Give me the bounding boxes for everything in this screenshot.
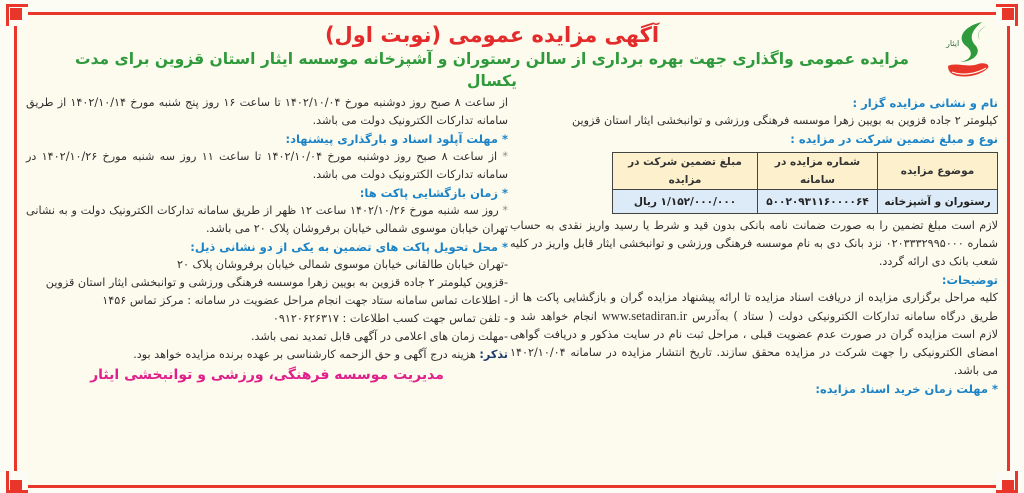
contact-phone: - تلفن تماس جهت کسب اطلاعات : ۰۹۱۲۰۶۲۶۳۱۷ — [272, 312, 508, 325]
guarantee-instructions: لازم است مبلغ تضمین را به صورت ضمانت نامه بانکی بدون قید و شرط یا رسید واریز نقدی به حساب شماره ۰۲۰۳۳۳۲۹۹۵۰۰۰ نزد بانک دی به نام موسسه فرهنگی ورزشی و توانبخشی ایثار قابل واریز در کلیه شعب بانک دی ارائه گردد. — [510, 219, 998, 268]
svg-text:ایثار: ایثار — [946, 39, 960, 48]
frame-corner-square — [1002, 480, 1014, 492]
frame-corner-square — [10, 480, 22, 492]
column-header-guarantee-amount: مبلغ تضمین شرکت در مزایده — [613, 153, 758, 190]
opening-value: روز سه شنبه مورخ ۱۴۰۲/۱۰/۲۶ ساعت ۱۲ ظهر از طریق سامانه تدارکات الکترونیک دولت و به نشانی تهران خیابان موسوی شمالی خیابان برفروشان پلاک ۲۰ می باشد. — [26, 204, 508, 235]
organizer-heading: نام و نشانی مزایده گزار : — [852, 96, 998, 110]
cell-auction-number: ۵۰۰۲۰۹۳۱۱۶۰۰۰۰۶۴ — [758, 190, 878, 214]
frame-corner-square — [1002, 8, 1014, 20]
right-column — [510, 94, 998, 398]
upload-deadline-heading: * مهلت آپلود اسناد و بارگذاری پیشنهاد: — [285, 132, 508, 146]
delivery-address-2: -قزوین کیلومتر ۲ جاده قزوین به بویین زهرا موسسه فرهنگی ورزشی و توانبخشی ایثار استان قزوین — [45, 276, 508, 289]
column-header-auction-number: شماره مزایده در سامانه — [758, 153, 878, 190]
advertisement-subtitle: مزایده عمومی واگذاری جهت بهره برداری از سالن رستوران و آشپزخانه موسسه ایثار استان قزوین برای مدت یکسال — [75, 50, 909, 90]
delivery-heading: * محل تحویل پاکت های تضمین به یکی از دو نشانی ذیل: — [190, 240, 508, 254]
upload-deadline-text — [26, 148, 508, 184]
deadline-extension-note: -مهلت زمان های اعلامی در آگهی قابل تمدید نمی باشد. — [250, 330, 508, 343]
guarantee-heading: نوع و مبلغ تضمین شرکت در مزایده : — [790, 132, 998, 146]
isar-logo-icon — [942, 16, 998, 84]
opening-heading: * زمان بازگشایی پاکت ها: — [359, 186, 508, 200]
isar-logo — [942, 16, 998, 84]
purchase-deadline-text: از ساعت ۸ صبح روز دوشنبه مورخ ۱۴۰۲/۱۰/۰۴ تا ساعت ۱۶ روز پنج شنبه مورخ ۱۴۰۲/۱۰/۱۴ از طریق سامانه تدارکات الکترونیک دولت می باشد. — [26, 96, 508, 127]
table-row — [613, 190, 998, 214]
notes-text-part1: کلیه مراحل برگزاری مزایده از دریافت اسناد مزایده تا ارائه پیشنهاد مزایده گران و بازگشایی پاکت ها از طریق درگاه سامانه تدارکات الکترونیکی دولت ( ستاد ) به‌آدرس — [510, 291, 999, 323]
upload-deadline-value: از ساعت ۸ صبح روز دوشنبه مورخ ۱۴۰۲/۱۰/۰۴ تا ساعت ۱۱ روز سه شنبه مورخ ۱۴۰۲/۱۰/۲۶ در سامانه تدارکات الکترونیک دولت می باشد. — [26, 150, 508, 181]
cell-guarantee-amount: ۱/۱۵۲/۰۰۰/۰۰۰ ریال — [613, 190, 758, 214]
signature: مدیریت موسسه فرهنگی، ورزشی و توانبخشی ایثار — [90, 367, 444, 383]
bullet-star-icon: * — [497, 150, 508, 163]
purchase-deadline-heading: * مهلت زمان خرید اسناد مزایده: — [815, 382, 998, 396]
notes-heading: توضیحات: — [941, 273, 998, 287]
delivery-address-1: -تهران خیابان طالقانی خیابان موسوی شمالی خیابان برفروشان پلاک ۲۰ — [176, 258, 508, 271]
left-column — [26, 94, 508, 386]
advertisement-header — [60, 22, 924, 92]
table-header-row — [613, 153, 998, 190]
reminder-text: هزینه درج آگهی و حق الزحمه کارشناسی بر عهده برنده مزایده خواهد بود. — [133, 348, 476, 361]
column-header-subject: موضوع مزایده — [878, 153, 998, 190]
setadiran-link[interactable]: www.setadiran.ir — [601, 309, 688, 323]
cell-subject: رستوران و آشپزخانه — [878, 190, 998, 214]
contact-info-setad: - اطلاعات تماس سامانه ستاد جهت انجام مراحل عضویت در سامانه : مرکز تماس ۱۴۵۶ — [102, 294, 508, 307]
reminder-note — [26, 346, 508, 364]
notes-text-part2: انجام خواهد شد و لازم است مزایده گران در صورت عدم عضویت قبلی ، مراحل ثبت نام در سایت مذکور و دریافت گواهی امضای الکترونیکی را جهت شرکت در مزایده محقق سازند. تاریخ انتشار مزایده در سامانه ۱۴۰۲/۱۰/۰۴ می باشد. — [510, 310, 998, 377]
advertisement-title: آگهی مزایده عمومی (نوبت اول) — [324, 23, 660, 47]
guarantee-table — [612, 152, 998, 214]
opening-text — [26, 202, 508, 238]
bullet-star-icon: * — [498, 204, 508, 217]
organizer-address: کیلومتر ۲ جاده قزوین به بویین زهرا موسسه فرهنگی ورزشی و توانبخشی ایثار استان قزوین — [571, 114, 998, 127]
notes-paragraph — [510, 289, 998, 380]
reminder-label: تذکر: — [479, 348, 508, 361]
frame-corner-square — [10, 8, 22, 20]
